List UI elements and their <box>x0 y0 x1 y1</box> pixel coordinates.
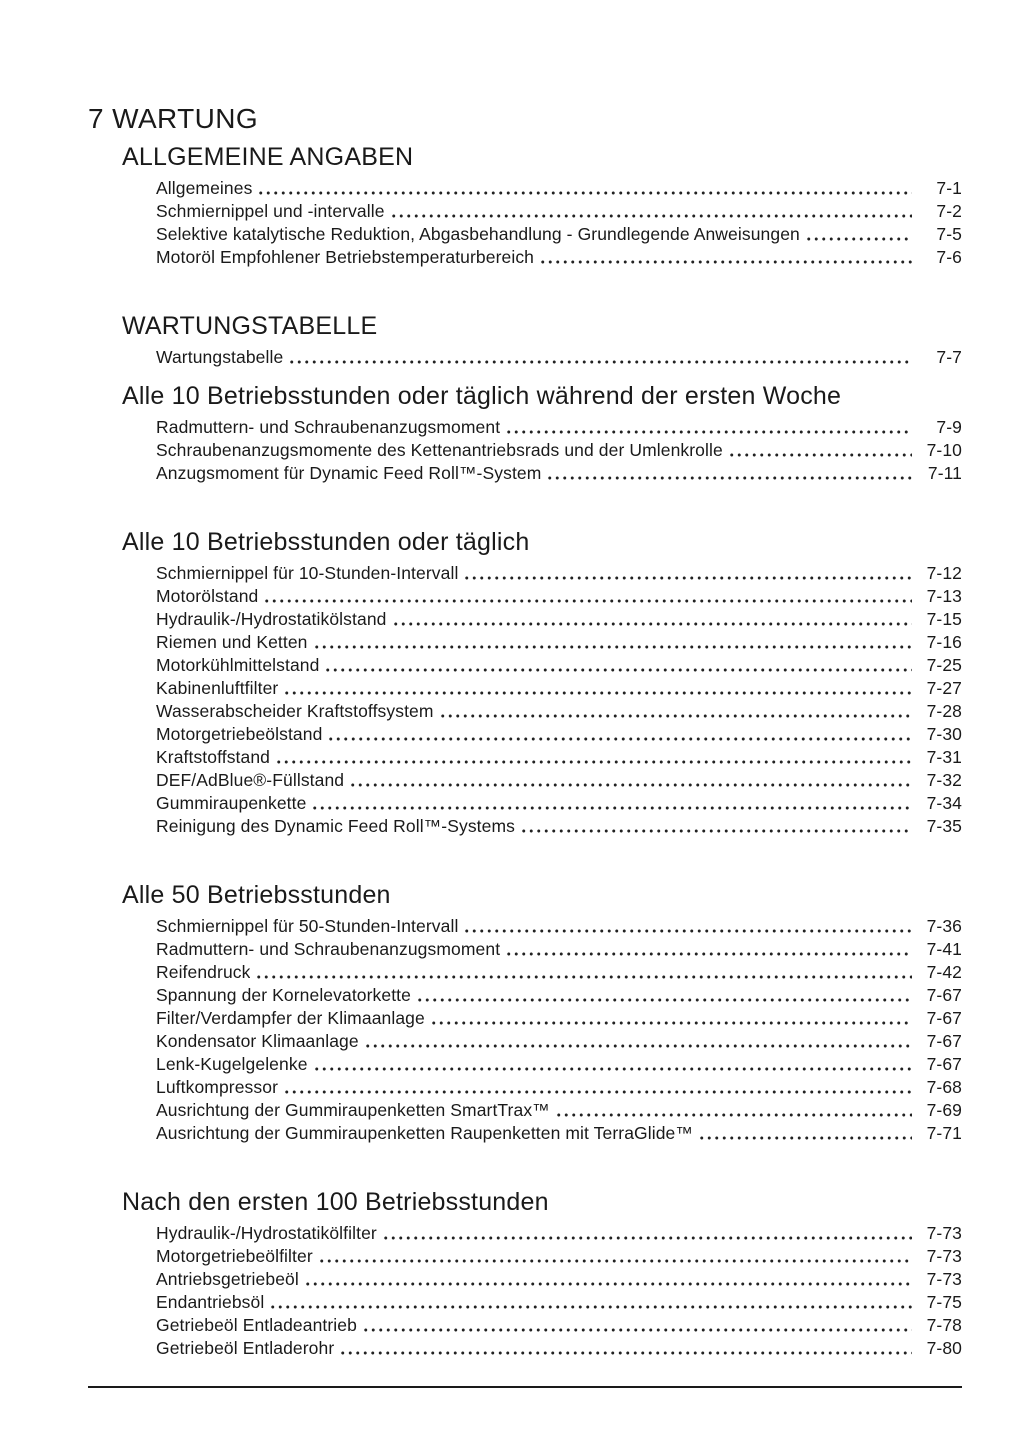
entry-page-number: 7-80 <box>926 1338 962 1358</box>
dot-leader <box>304 1268 912 1291</box>
entry-title: Schmiernippel für 50-Stunden-Intervall <box>156 916 459 936</box>
entry-page-number: 7-11 <box>927 463 962 483</box>
entry-page-number: 7-67 <box>926 1008 962 1028</box>
toc-section <box>88 1187 962 1360</box>
entry-title: Kondensator Klimaanlage <box>156 1031 359 1051</box>
section-heading: Nach den ersten 100 Betriebsstunden <box>122 1188 549 1216</box>
entry-title: Endantriebsöl <box>156 1292 265 1312</box>
entry-title: Motoröl Empfohlener Betriebstemperaturbereich <box>156 247 535 267</box>
dot-leader <box>505 938 912 961</box>
entry-title: Filter/Verdampfer der Klimaanlage <box>156 1008 425 1028</box>
entry-page-number: 7-73 <box>926 1223 962 1243</box>
toc-entry <box>156 792 962 815</box>
entry-page-number: 7-1 <box>936 178 962 198</box>
entry-page-number: 7-25 <box>926 655 962 675</box>
entry-title: Kabinenluftfilter <box>156 678 279 698</box>
chapter-title: 7 WARTUNG <box>88 103 259 134</box>
entry-page-number: 7-75 <box>926 1292 962 1312</box>
toc-entry <box>156 177 962 200</box>
toc-entry <box>156 1053 962 1076</box>
entry-page-number: 7-68 <box>926 1077 962 1097</box>
toc-entry <box>156 654 962 677</box>
dot-leader <box>698 1122 912 1145</box>
entry-page-number: 7-69 <box>926 1100 962 1120</box>
dot-leader <box>539 246 912 269</box>
dot-leader <box>546 462 912 485</box>
entry-page-number: 7-67 <box>926 985 962 1005</box>
entry-title: Kraftstoffstand <box>156 747 271 767</box>
toc-entry <box>156 608 962 631</box>
toc-entry <box>156 416 962 439</box>
entry-page-number: 7-27 <box>926 678 962 698</box>
entry-title: Reifendruck <box>156 962 251 982</box>
entry-title: Radmuttern- und Schraubenanzugsmoment <box>156 939 501 959</box>
entry-page-number: 7-34 <box>926 793 962 813</box>
table-of-contents <box>88 142 962 1360</box>
dot-leader <box>269 1291 912 1314</box>
toc-entry <box>156 815 962 838</box>
entry-page-number: 7-73 <box>926 1246 962 1266</box>
toc-entry <box>156 462 962 485</box>
entry-title: Schraubenanzugsmomente des Kettenantriebsrads und der Umlenkrolle <box>156 440 723 460</box>
entry-page-number: 7-5 <box>936 224 962 244</box>
entry-title: Spannung der Kornelevatorkette <box>156 985 411 1005</box>
entry-page-number: 7-78 <box>926 1315 962 1335</box>
entry-page-number: 7-13 <box>926 586 962 606</box>
toc-entry <box>156 200 962 223</box>
toc-entry <box>156 562 962 585</box>
toc-entry <box>156 1245 962 1268</box>
dot-leader <box>255 961 912 984</box>
entry-page-number: 7-32 <box>926 770 962 790</box>
toc-entry <box>156 700 962 723</box>
toc-entry <box>156 769 962 792</box>
entry-page-number: 7-31 <box>926 747 962 767</box>
dot-leader <box>728 439 912 462</box>
toc-section <box>88 381 962 485</box>
toc-entry <box>156 723 962 746</box>
toc-entry <box>156 1337 962 1360</box>
dot-leader <box>505 416 912 439</box>
dot-leader <box>362 1314 912 1337</box>
entry-title: Getriebeöl Entladeantrieb <box>156 1315 357 1335</box>
section-heading: Alle 50 Betriebsstunden <box>122 881 391 909</box>
toc-entry <box>156 1314 962 1337</box>
toc-entry <box>156 1222 962 1245</box>
entry-title: Selektive katalytische Reduktion, Abgasbehandlung - Grundlegende Anweisungen <box>156 224 800 244</box>
entry-title: Motorgetriebeölstand <box>156 724 323 744</box>
entry-page-number: 7-73 <box>926 1269 962 1289</box>
entry-title: Motorölstand <box>156 586 259 606</box>
dot-leader <box>439 700 912 723</box>
entry-title: Ausrichtung der Gummiraupenketten Raupenketten mit TerraGlide™ <box>156 1123 693 1143</box>
entry-title: Motorgetriebeölfilter <box>156 1246 313 1266</box>
toc-entry <box>156 938 962 961</box>
dot-leader <box>463 562 912 585</box>
toc-entry <box>156 585 962 608</box>
entry-title: Gummiraupenkette <box>156 793 307 813</box>
footer-rule <box>88 1386 962 1388</box>
toc-entry <box>156 746 962 769</box>
dot-leader <box>364 1030 912 1053</box>
entry-title: Radmuttern- und Schraubenanzugsmoment <box>156 417 501 437</box>
dot-leader <box>318 1245 912 1268</box>
toc-entry <box>156 1122 962 1145</box>
section-heading: WARTUNGSTABELLE <box>122 312 378 340</box>
dot-leader <box>349 769 912 792</box>
entry-title: Allgemeines <box>156 178 253 198</box>
entry-page-number: 7-28 <box>926 701 962 721</box>
dot-leader <box>311 792 912 815</box>
toc-entry <box>156 961 962 984</box>
toc-entry <box>156 1076 962 1099</box>
entry-page-number: 7-35 <box>926 816 962 836</box>
toc-entry <box>156 1099 962 1122</box>
entry-page-number: 7-2 <box>936 201 962 221</box>
dot-leader <box>805 223 912 246</box>
toc-entry <box>156 1268 962 1291</box>
entry-page-number: 7-67 <box>926 1031 962 1051</box>
toc-entry <box>156 439 962 462</box>
dot-leader <box>283 1076 912 1099</box>
dot-leader <box>275 746 912 769</box>
entry-title: Anzugsmoment für Dynamic Feed Roll™-System <box>156 463 542 483</box>
toc-entry <box>156 246 962 269</box>
entry-title: Getriebeöl Entladerohr <box>156 1338 335 1358</box>
toc-entry <box>156 223 962 246</box>
entry-title: Lenk-Kugelgelenke <box>156 1054 308 1074</box>
entry-page-number: 7-30 <box>926 724 962 744</box>
entry-title: DEF/AdBlue®-Füllstand <box>156 770 345 790</box>
entry-page-number: 7-16 <box>926 632 962 652</box>
toc-entry <box>156 1007 962 1030</box>
dot-leader <box>520 815 912 838</box>
dot-leader <box>555 1099 912 1122</box>
dot-leader <box>339 1337 912 1360</box>
toc-section <box>88 527 962 838</box>
dot-leader <box>416 984 912 1007</box>
dot-leader <box>392 608 913 631</box>
entry-page-number: 7-15 <box>926 609 962 629</box>
entry-title: Wasserabscheider Kraftstoffsystem <box>156 701 434 721</box>
entry-title: Hydraulik-/Hydrostatikölstand <box>156 609 387 629</box>
entry-title: Wartungstabelle <box>156 347 284 367</box>
section-heading: Alle 10 Betriebsstunden oder täglich <box>122 528 530 556</box>
entry-page-number: 7-12 <box>926 563 962 583</box>
entry-title: Reinigung des Dynamic Feed Roll™-Systems <box>156 816 515 836</box>
toc-entry <box>156 1030 962 1053</box>
entry-page-number: 7-67 <box>926 1054 962 1074</box>
toc-section <box>88 880 962 1145</box>
dot-leader <box>313 1053 912 1076</box>
entry-title: Hydraulik-/Hydrostatikölfilter <box>156 1223 377 1243</box>
entry-page-number: 7-7 <box>936 347 962 367</box>
dot-leader <box>463 915 912 938</box>
entry-page-number: 7-41 <box>926 939 962 959</box>
entry-title: Riemen und Ketten <box>156 632 308 652</box>
section-heading: ALLGEMEINE ANGABEN <box>122 143 414 171</box>
entry-title: Motorkühlmittelstand <box>156 655 320 675</box>
dot-leader <box>390 200 912 223</box>
dot-leader <box>430 1007 912 1030</box>
toc-section <box>88 311 962 369</box>
dot-leader <box>257 177 912 200</box>
entry-page-number: 7-71 <box>926 1123 962 1143</box>
entry-page-number: 7-9 <box>936 417 962 437</box>
toc-entry <box>156 631 962 654</box>
dot-leader <box>313 631 912 654</box>
toc-section <box>88 142 962 269</box>
dot-leader <box>327 723 912 746</box>
entry-title: Luftkompressor <box>156 1077 279 1097</box>
entry-page-number: 7-36 <box>926 916 962 936</box>
entry-title: Antriebsgetriebeöl <box>156 1269 299 1289</box>
dot-leader <box>288 346 912 369</box>
toc-entry <box>156 677 962 700</box>
dot-leader <box>283 677 912 700</box>
section-heading: Alle 10 Betriebsstunden oder täglich während der ersten Woche <box>122 382 842 410</box>
toc-entry <box>156 984 962 1007</box>
entry-title: Schmiernippel für 10-Stunden-Intervall <box>156 563 459 583</box>
entry-page-number: 7-42 <box>926 962 962 982</box>
dot-leader <box>382 1222 912 1245</box>
entry-title: Ausrichtung der Gummiraupenketten SmartTrax™ <box>156 1100 550 1120</box>
dot-leader <box>263 585 912 608</box>
dot-leader <box>324 654 912 677</box>
entry-page-number: 7-6 <box>936 247 962 267</box>
toc-entry <box>156 1291 962 1314</box>
toc-entry <box>156 346 962 369</box>
toc-entry <box>156 915 962 938</box>
entry-title: Schmiernippel und -intervalle <box>156 201 385 221</box>
entry-page-number: 7-10 <box>926 440 962 460</box>
